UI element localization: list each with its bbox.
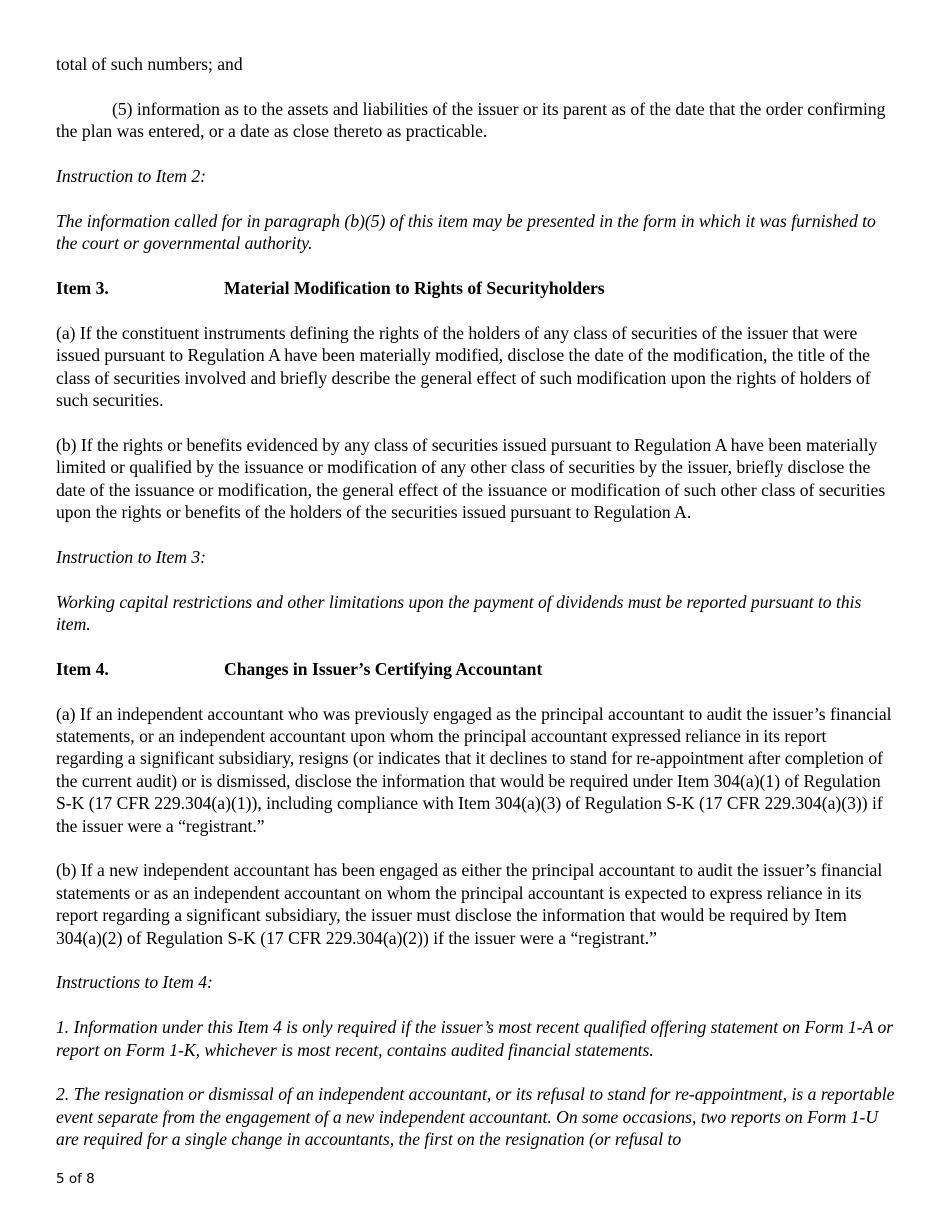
item4-paragraph-a: (a) If an independent accountant who was previously engaged as the principal accountant to audit the issuer’s financial statements, or an independent accountant upon whom the principal accountant expressed reliance in its report regarding a significant subsidiary, resigns (or indicates that it declines to stand for re-appointment after completion of the current audit) or is dismissed, disclose the information that would be required under Item 304(a)(1) of Regulation S-K (17 CFR 229.304(a)(1)), including compliance with Item 304(a)(3) of Regulation S-K (17 CFR 229.304(a)(3)) if the issuer were a “registrant.” — [56, 703, 892, 836]
item3-paragraph-b: (b) If the rights or benefits evidenced by any class of securities issued pursuant to Regulation A have been materially limited or qualified by the issuance or modification of any other class of securities by the issuer, briefly disclose the date of the issuance or modification, the general effect of the issuance or modification of such other class of securities upon the rights or benefits of the holders of the securities issued pursuant to Regulation A. — [56, 434, 886, 523]
item4-heading — [56, 658, 896, 680]
item4-instruction-1: 1. Information under this Item 4 is only required if the issuer’s most recent qualified offering statement on Form 1-A or report on Form 1-K, whichever is most recent, contains audited financial statements. — [56, 1017, 894, 1060]
item3-instruction-text: Working capital restrictions and other limitations upon the payment of dividends must be reported pursuant to this item. — [56, 591, 862, 635]
continuation-text: total of such numbers; and — [56, 54, 243, 74]
item3-heading — [56, 277, 896, 299]
item4-title: Changes in Issuer’s Certifying Accountant — [224, 658, 543, 679]
item4-instruction-2: 2. The resignation or dismissal of an independent accountant, or its refusal to stand for re-appointment, is a reportable event separate from the engagement of a new independent accountant. On some occasions, two reports on Form 1-U are required for a single change in accountants, the first on the resignation (or refusal to — [56, 1084, 895, 1150]
item4-number: Item 4. — [56, 658, 109, 679]
paragraph-b5: (5) information as to the assets and liabilities of the issuer or its parent as of the date that the order confirming the plan was entered, or a date as close thereto as practicable. — [56, 98, 886, 142]
item3-number: Item 3. — [56, 278, 109, 298]
item4-instructions-heading: Instructions to Item 4: — [56, 972, 213, 993]
item3-paragraph-a: (a) If the constituent instruments defining the rights of the holders of any class of securities of the issuer that were issued pursuant to Regulation A have been materially modified, disclose the date of the modification, the title of the class of securities involved and briefly describe the general effect of such modification upon the rights of holders of such securities. — [56, 322, 871, 411]
item3-title: Material Modification to Rights of Securityholders — [224, 278, 605, 298]
item4-paragraph-b: (b) If a new independent accountant has been engaged as either the principal accountant to audit the issuer’s financial statements or as an independent accountant on whom the principal accountant is expected to express reliance in its report regarding a significant subsidiary, the issuer must disclose the information that would be required by Item 304(a)(2) of Regulation S-K (17 CFR 229.304(a)(2)) if the issuer were a “registrant.” — [56, 860, 883, 948]
item2-instruction-heading: Instruction to Item 2: — [56, 166, 207, 186]
item2-instruction-text: The information called for in paragraph (b)(5) of this item may be presented in the form in which it was furnished to the court or governmental authority. — [56, 210, 876, 254]
item3-instruction-heading: Instruction to Item 3: — [56, 546, 207, 567]
page-number: 5 of 8 — [56, 1171, 95, 1187]
document-page — [56, 53, 896, 1173]
